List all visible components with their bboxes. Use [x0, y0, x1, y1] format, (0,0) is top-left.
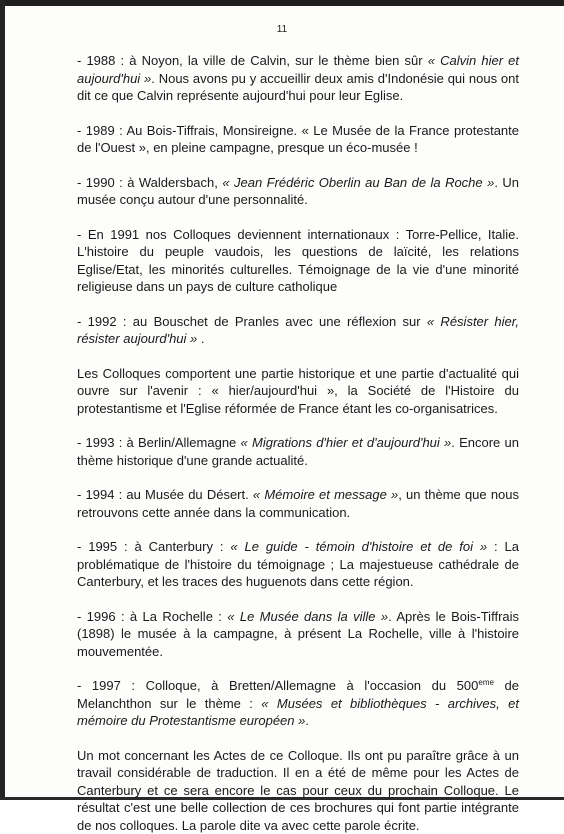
- italic-title-text: « Calvin hier et aujourd'hui »: [77, 53, 519, 86]
- text-run: - 1988 : à Noyon, la ville de Calvin, sur le thème bien sûr: [77, 53, 428, 68]
- text-run: . Encore un thème historique d'une grande actualité.: [77, 435, 519, 468]
- italic-title-text: « Migrations d'hier et d'aujourd'hui »: [241, 435, 452, 450]
- text-run: Un mot concernant les Actes de ce Colloque. Ils ont pu paraître grâce à un travail considérable de traduction. Il en a été de même pour les Actes de Canterbury et ce sera encore le cas pour ceux du prochain Colloque. Le résultat c'est une belle collection de ces brochures qui font partie intégrante de nos colloques. La parole dite va avec cette parole écrite.: [77, 748, 519, 833]
- text-run: . Après le Bois-Tiffrais (1898) le musée à la campagne, à présent La Rochelle, ville à l'histoire mouvementée.: [77, 609, 519, 659]
- paragraph-e1988: [77, 52, 519, 105]
- text-run: - 1993 : à Berlin/Allemagne: [77, 435, 241, 450]
- text-run: - 1994 : au Musée du Désert.: [77, 487, 253, 502]
- text-run: Les Colloques comportent une partie historique et une partie d'actualité qui ouvre sur l'avenir : « hier/aujourd'hui », la Société de l'Histoire du protestantisme et l'Eglise réformée de France étant les co-organisatrices.: [77, 366, 519, 416]
- document-body: [77, 52, 519, 834]
- italic-title-text: « Résister hier, résister aujourd'hui »: [77, 314, 519, 347]
- text-run: , un thème que nous retrouvons cette année dans la communication.: [77, 487, 519, 520]
- italic-title-text: « Le guide - témoin d'histoire et de foi »: [230, 539, 487, 554]
- paragraph-e1994: [77, 486, 519, 521]
- paragraph-e1997: [77, 677, 519, 730]
- paragraph-e1989: [77, 122, 519, 157]
- paragraph-e1993: [77, 434, 519, 469]
- scan-edge-top: [0, 0, 564, 6]
- paragraph-e1996: [77, 608, 519, 661]
- text-run: .: [197, 331, 204, 346]
- text-run: - 1997 : Colloque, à Bretten/Allemagne à l'occasion du 500: [77, 678, 478, 693]
- paragraph-e1995: [77, 538, 519, 591]
- page-number: 11: [0, 24, 564, 35]
- italic-title-text: « Musées et bibliothèques - archives, et mémoire du Protestantisme européen »: [77, 696, 519, 729]
- text-run: - 1992 : au Bouschet de Pranles avec une réflexion sur: [77, 314, 427, 329]
- paragraph-actes: [77, 747, 519, 834]
- paragraph-e1990: [77, 174, 519, 209]
- text-run: - 1989 : Au Bois-Tiffrais, Monsireigne. « Le Musée de la France protestante de l'Ouest », en pleine campagne, presque un éco-musée !: [77, 123, 519, 156]
- paragraph-e1991: [77, 226, 519, 296]
- text-run: de Melanchthon sur le thème :: [77, 678, 519, 711]
- paragraph-e1992: [77, 313, 519, 348]
- italic-title-text: « Jean Frédéric Oberlin au Ban de la Roche »: [222, 175, 494, 190]
- italic-title-text: « Mémoire et message »: [253, 487, 398, 502]
- text-run: . Un musée conçu autour d'une personnalité.: [77, 175, 519, 208]
- paragraph-colloques: [77, 365, 519, 418]
- text-run: : La problématique de l'histoire du témoignage ; La majestueuse cathédrale de Canterbury, et les traces des huguenots dans cette région.: [77, 539, 519, 589]
- scan-edge-left: [0, 0, 5, 800]
- text-run: - 1996 : à La Rochelle :: [77, 609, 227, 624]
- text-run: . Nous avons pu y accueillir deux amis d'Indonésie qui nous ont dit ce que Calvin représente aujourd'hui pour leur Eglise.: [77, 71, 519, 104]
- italic-title-text: « Le Musée dans la ville »: [227, 609, 388, 624]
- text-run: - En 1991 nos Colloques deviennent internationaux : Torre-Pellice, Italie. L'histoire du peuple vaudois, les questions de laïcité, les relations Eglise/Etat, les minorités culturelles. Témoignage de la vie d'une minorité religieuse dans un pays de culture catholique: [77, 227, 519, 295]
- superscript-text: eme: [478, 678, 494, 687]
- text-run: - 1990 : à Waldersbach,: [77, 175, 222, 190]
- text-run: - 1995 : à Canterbury :: [77, 539, 230, 554]
- text-run: .: [305, 713, 309, 728]
